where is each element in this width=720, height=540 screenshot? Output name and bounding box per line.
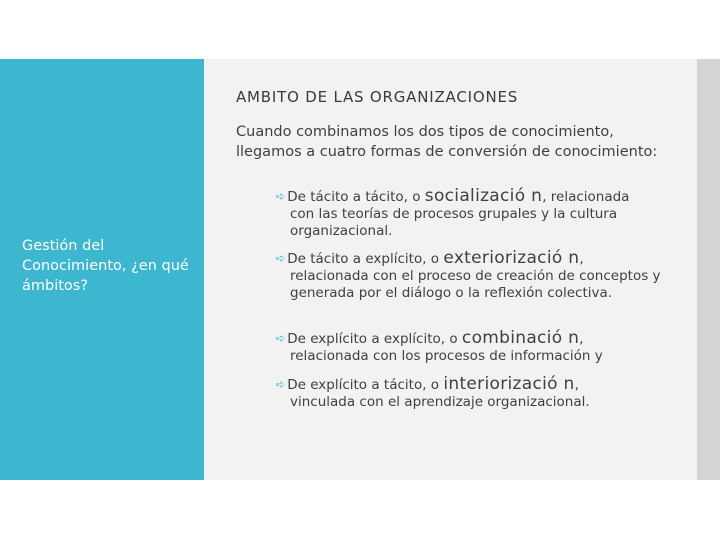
arrow-bullet-icon: ➪: [276, 332, 286, 345]
bullet-prefix: De explícito a explícito, o: [287, 331, 462, 347]
bullet-prefix: De explícito a tácito, o: [287, 377, 444, 393]
bullet-prefix: De tácito a explícito, o: [287, 251, 444, 267]
bullet-socializacion: [276, 188, 676, 240]
bullet-suffix: , relacionada: [542, 189, 630, 205]
arrow-bullet-icon: ➪: [276, 190, 286, 203]
bullet-continuation: con las teorías de procesos grupales y la cultura organizacional.: [290, 206, 618, 239]
bullet-prefix: De tácito a tácito, o: [287, 189, 425, 205]
bullet-continuation: relacionada con los procesos de información y: [290, 348, 603, 364]
bullet-exteriorizacion: [276, 250, 676, 302]
bullet-term: socializació n: [424, 186, 543, 206]
bullet-continuation: vinculada con el aprendizaje organizacional.: [290, 394, 590, 410]
right-edge-strip: [697, 59, 720, 480]
bullet-term: exteriorizació n: [443, 248, 580, 268]
slide-title: AMBITO DE LAS ORGANIZACIONES: [236, 88, 519, 106]
bullet-suffix: ,: [574, 377, 579, 393]
bullet-term: interiorizació n: [443, 374, 575, 394]
arrow-bullet-icon: ➪: [276, 252, 286, 265]
bullet-interiorizacion: [276, 376, 676, 411]
bullet-suffix: ,: [579, 251, 584, 267]
bullet-suffix: ,: [579, 331, 584, 347]
intro-paragraph: Cuando combinamos los dos tipos de conocimiento, llegamos a cuatro formas de conversión de conocimiento:: [236, 124, 658, 160]
sidebar-title: Gestión del Conocimiento, ¿en qué ámbitos?: [22, 238, 189, 294]
bullet-combinacion: [276, 330, 676, 365]
arrow-bullet-icon: ➪: [276, 378, 286, 391]
bullet-continuation: relacionada con el proceso de creación de conceptos y generada por el diálogo o la reflexión colectiva.: [290, 268, 661, 301]
bullet-term: combinació n: [461, 328, 580, 348]
